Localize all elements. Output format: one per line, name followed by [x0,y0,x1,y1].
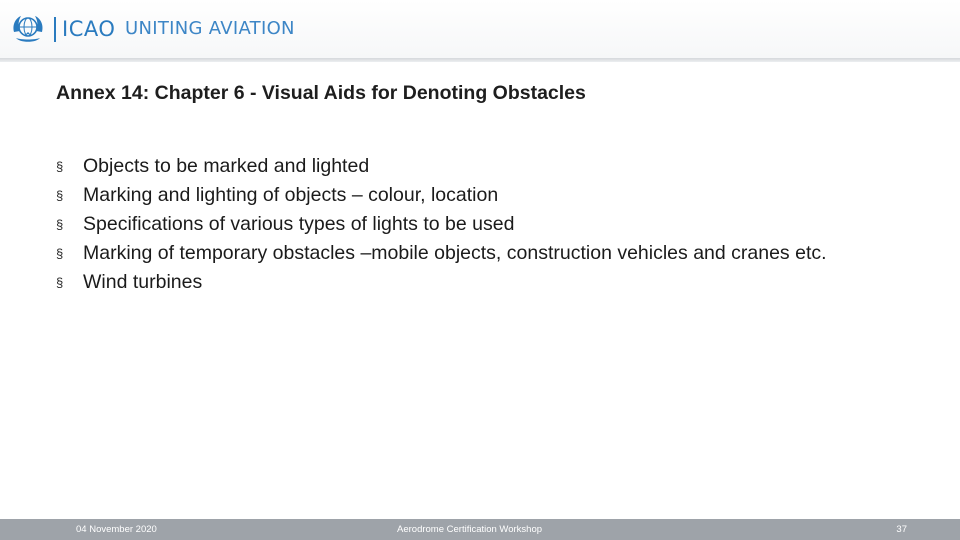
bullet-marker-icon: § [56,188,64,203]
bullet-marker-icon: § [56,159,64,174]
bullet-item [56,152,900,181]
slide-title: Annex 14: Chapter 6 - Visual Aids for Denoting Obstacles [56,82,586,104]
bullet-marker-icon: § [56,275,64,290]
bullet-text: Specifications of various types of lights to be used [83,213,515,235]
bullet-item [56,181,900,210]
bullet-list [56,152,900,297]
bullet-text: Marking and lighting of objects – colour, location [83,184,499,206]
logo-tagline: UNITING AVIATION [125,18,295,39]
icao-emblem-icon [10,12,46,46]
footer-bar [0,519,960,540]
footer-event-name: Aerodrome Certification Workshop [397,524,543,535]
bullet-item [56,268,900,297]
header-bar [0,0,960,58]
bullet-item [56,239,900,268]
bullet-item [56,210,900,239]
bullet-marker-icon: § [56,217,64,232]
logo-separator [54,17,56,42]
slide-number: 37 [896,524,907,535]
bullet-text: Wind turbines [83,271,203,293]
footer-date: 04 November 2020 [76,524,157,535]
bullet-text: Objects to be marked and lighted [83,155,370,177]
icao-logo-text: ICAO [62,17,116,41]
bullet-marker-icon: § [56,246,64,261]
bullet-text: Marking of temporary obstacles –mobile objects, construction vehicles and cranes etc. [83,242,827,264]
header-divider [0,58,960,62]
